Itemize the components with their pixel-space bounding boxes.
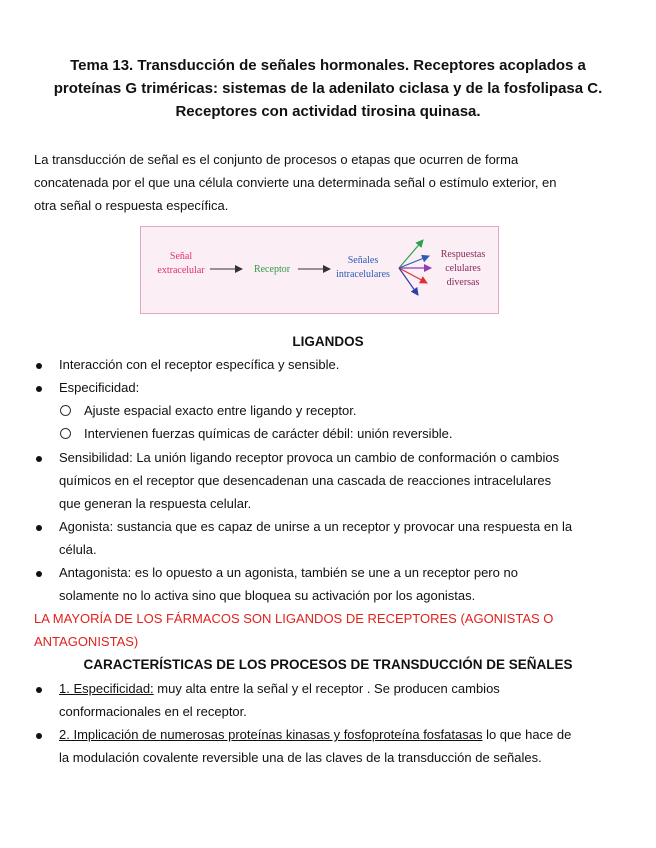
section-heading-ligandos: LIGANDOS [292,334,364,349]
section-heading-caracteristicas: CARACTERÍSTICAS DE LOS PROCESOS DE TRANSDUCCIÓN DE SEÑALES [83,657,573,672]
list-item [59,727,571,742]
list-item: Antagonista: es lo opuesto a un agonista, también se une a un receptor pero no [59,565,518,580]
list-item: Interacción con el receptor específica y sensible. [59,357,340,372]
bullet-icon [36,687,42,693]
list-item-continuation: célula. [59,542,97,557]
signal-label-2: extracelular [157,265,205,276]
responses-label-2: celulares [445,263,481,274]
intro-paragraph [34,148,619,217]
list-item [59,681,500,696]
list-item-continuation: conformacionales en el receptor. [59,704,247,719]
sub-list-item: Intervienen fuerzas químicas de carácter débil: unión reversible. [84,426,453,441]
list-item: Especificidad: [59,380,140,395]
bullet-icon [36,525,42,531]
receptor-label: Receptor [253,264,291,275]
bullet-icon [36,456,42,462]
intracellular-label-1: Señales [347,255,379,266]
bullet-icon [36,571,42,577]
characteristic-text: lo que hace de [482,727,572,742]
bullet-icon [36,733,42,739]
intro-line: otra señal o respuesta específica. [34,198,229,213]
list-item-continuation: la modulación covalente reversible una de las claves de la transducción de señales. [59,750,542,765]
arrow-response-4 [399,268,427,283]
diagram-svg [141,227,498,313]
circle-bullet-icon [60,405,71,416]
title-line: Tema 13. Transducción de señales hormonales. Receptores acoplados a [70,57,586,74]
highlight-note-line: ANTAGONISTAS) [34,634,139,649]
title-line: proteínas G triméricas: sistemas de la adenilato ciclasa y de la fosfolipasa C. [53,80,603,97]
sub-list-item: Ajuste espacial exacto entre ligando y receptor. [84,403,357,418]
list-item-continuation: químicos en el receptor que desencadenan una cascada de reacciones intracelulares [59,473,552,488]
characteristic-label: 2. Implicación de numerosas proteínas kinasas y fosfoproteína fosfatasas [59,727,483,742]
title-line: Receptores con actividad tirosina quinasa. [175,103,481,120]
page-title [20,54,636,123]
list-item: Agonista: sustancia que es capaz de unirse a un receptor y provocar una respuesta en la [59,519,573,534]
responses-label-3: diversas [446,277,480,288]
characteristic-text: muy alta entre la señal y el receptor . Se producen cambios [153,681,500,696]
intro-line: La transducción de señal es el conjunto de procesos o etapas que ocurren de forma [34,152,519,167]
intro-line: concatenada por el que una célula convierte una determinada señal o estímulo exterior, en [34,175,557,190]
highlight-note-line: LA MAYORÍA DE LOS FÁRMACOS SON LIGANDOS DE RECEPTORES (AGONISTAS O [34,611,554,626]
signal-transduction-diagram [140,226,499,314]
list-item: Sensibilidad: La unión ligando receptor provoca un cambio de conformación o cambios [59,450,560,465]
list-item-continuation: que generan la respuesta celular. [59,496,252,511]
bullet-icon [36,386,42,392]
signal-label-1: Señal [169,251,193,262]
list-item-continuation: solamente no lo activa sino que bloquea su activación por los agonistas. [59,588,476,603]
bullet-icon [36,363,42,369]
intracellular-label-2: intracelulares [336,269,390,280]
arrow-response-5 [399,268,418,295]
characteristic-label: 1. Especificidad: [59,681,154,696]
circle-bullet-icon [60,428,71,439]
responses-label-1: Respuestas [440,249,486,260]
